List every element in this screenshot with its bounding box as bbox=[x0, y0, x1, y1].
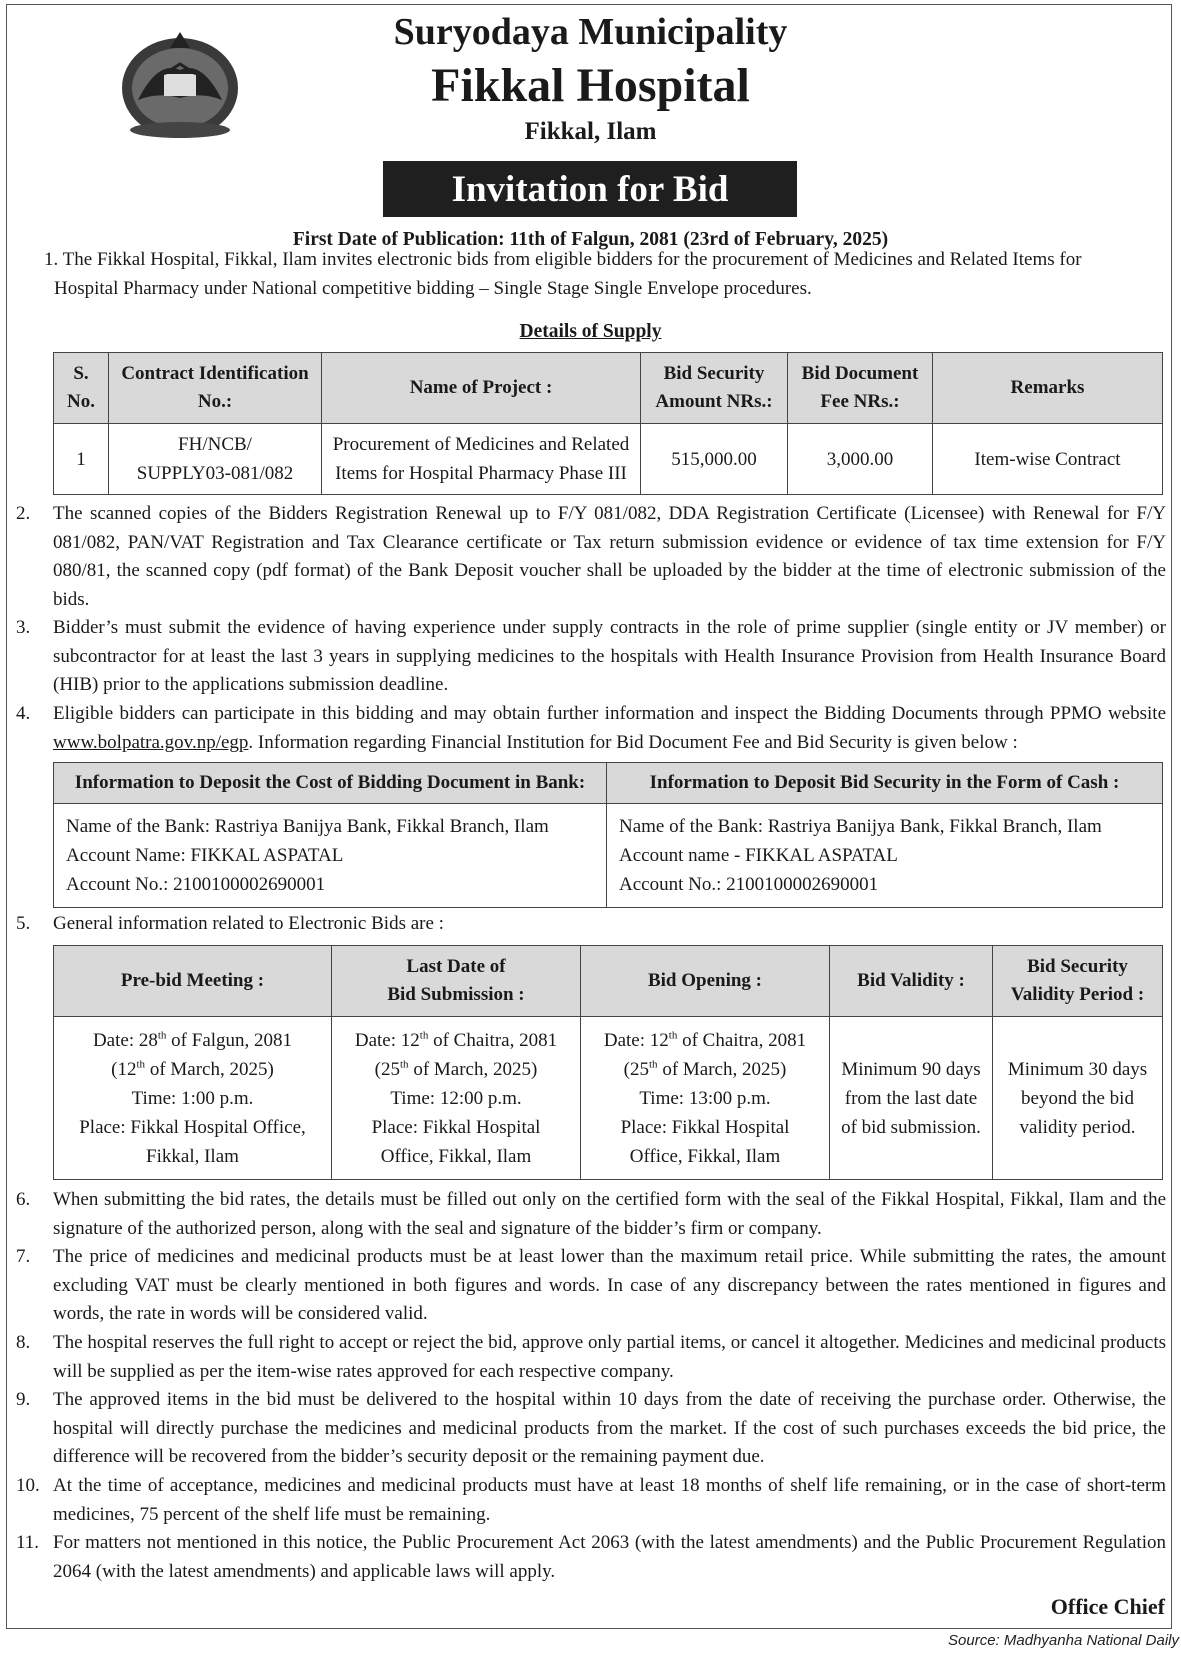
column-header bbox=[788, 353, 933, 424]
column-header bbox=[332, 946, 581, 1017]
column-header bbox=[54, 353, 109, 424]
paragraph-text: The Fikkal Hospital, Fikkal, Ilam invites electronic bids from eligible bidders for the procurement of Medicines and Related Items for bbox=[62, 249, 1082, 270]
cell-text: Items for Hospital Pharmacy Phase III bbox=[335, 463, 627, 484]
cell-text bbox=[336, 1026, 576, 1055]
hospital-location: Fikkal, Ilam bbox=[524, 118, 657, 145]
ordinal-suffix: th bbox=[668, 1029, 678, 1042]
table-row bbox=[54, 424, 1163, 495]
cell-text: of Falgun, 2081 bbox=[166, 1029, 293, 1051]
table-row bbox=[54, 1017, 1163, 1180]
cell-text: Time: 13:00 p.m. bbox=[639, 1087, 771, 1109]
cell-text: Account Name: FIKKAL ASPATAL bbox=[66, 845, 344, 866]
paragraph-number: 3. bbox=[16, 617, 31, 638]
column-header: Name of Project : bbox=[322, 353, 641, 424]
cell-text: Time: 1:00 p.m. bbox=[131, 1087, 254, 1109]
cell-text: Place: Fikkal Hospital Office, bbox=[79, 1116, 306, 1138]
cell-text bbox=[58, 1055, 327, 1084]
ordinal-suffix: th bbox=[157, 1029, 167, 1042]
cell-text: (25 bbox=[374, 1058, 400, 1080]
header-text: Bid Security bbox=[663, 363, 765, 384]
paragraph-4 bbox=[16, 700, 1166, 757]
cell-text: Time: 12:00 p.m. bbox=[390, 1087, 522, 1109]
cell-text: from the last date bbox=[844, 1087, 978, 1109]
paragraph-text: The price of medicines and medicinal products must be at least lower than the maximum retail price. While submitting the rates, the amount excluding VAT must be clearly mentioned in both figures and words. In case of any discrepancy between the rates mentioned in figures and words, the rate in words will be considered valid. bbox=[53, 1246, 1166, 1324]
cell-text: Account No.: 2100100002690001 bbox=[66, 874, 326, 895]
column-header: Information to Deposit the Cost of Bidding Document in Bank: bbox=[54, 763, 607, 804]
cell-text: Date: 12 bbox=[603, 1029, 669, 1051]
header-text: Bid Security bbox=[1027, 956, 1128, 977]
cell-text bbox=[585, 1055, 825, 1084]
column-header: Information to Deposit Bid Security in the Form of Cash : bbox=[607, 763, 1163, 804]
header-text: S. bbox=[73, 363, 89, 384]
column-header: Pre-bid Meeting : bbox=[54, 946, 332, 1017]
cell-text bbox=[336, 1055, 576, 1084]
table-cell: Item-wise Contract bbox=[933, 424, 1163, 495]
cell-text: FH/NCB/ bbox=[178, 434, 252, 455]
paragraph-text: At the time of acceptance, medicines and medicinal products must have at least 18 months of shelf life remaining, or in the case of short-term medicines, 75 percent of the shelf life must be remaining. bbox=[53, 1475, 1166, 1525]
cell-text: Account No.: 2100100002690001 bbox=[619, 874, 879, 895]
paragraph-text: General information related to Electronic Bids are : bbox=[53, 913, 444, 934]
cell-text: Name of the Bank: Rastriya Banijya Bank, Fikkal Branch, Ilam bbox=[66, 816, 549, 837]
table-header-row bbox=[54, 763, 1163, 804]
table-cell bbox=[993, 1017, 1163, 1180]
bid-schedule-table bbox=[53, 945, 1163, 1180]
column-header: Bid Opening : bbox=[581, 946, 830, 1017]
paragraph-number: 1. bbox=[44, 249, 59, 270]
cell-text: of bid submission. bbox=[841, 1116, 981, 1138]
paragraph-number: 9. bbox=[16, 1389, 31, 1410]
header-text: Bid Submission : bbox=[387, 984, 525, 1005]
cell-text: Minimum 30 days bbox=[1007, 1058, 1148, 1080]
paragraph-9 bbox=[16, 1386, 1166, 1472]
cell-text bbox=[585, 1026, 825, 1055]
column-header: Bid Validity : bbox=[830, 946, 993, 1017]
header-text: Amount NRs.: bbox=[655, 391, 773, 412]
table-cell: 3,000.00 bbox=[788, 424, 933, 495]
ppmo-website-link[interactable]: www.bolpatra.gov.np/egp bbox=[53, 731, 249, 753]
table-cell bbox=[54, 804, 607, 908]
column-header bbox=[109, 353, 322, 424]
cell-text: Name of the Bank: Rastriya Banijya Bank, Fikkal Branch, Ilam bbox=[619, 816, 1102, 837]
cell-text: SUPPLY03-081/082 bbox=[136, 463, 294, 484]
cell-text: Minimum 90 days bbox=[841, 1058, 981, 1080]
paragraph-2 bbox=[16, 500, 1166, 614]
paragraph-7 bbox=[16, 1243, 1166, 1329]
table-cell bbox=[607, 804, 1163, 908]
cell-text: validity period. bbox=[1019, 1116, 1136, 1138]
column-header: Remarks bbox=[933, 353, 1163, 424]
table-cell bbox=[830, 1017, 993, 1180]
paragraph-11 bbox=[16, 1529, 1166, 1586]
publication-date: First Date of Publication: 11th of Falgun, 2081 (23rd of February, 2025) bbox=[292, 229, 889, 250]
header-text: Bid Document bbox=[801, 363, 919, 384]
table-cell: 1 bbox=[54, 424, 109, 495]
cell-text: of March, 2025) bbox=[408, 1058, 538, 1080]
paragraph-number: 5. bbox=[16, 913, 31, 934]
paragraph-number: 8. bbox=[16, 1332, 31, 1353]
paragraph-text: Hospital Pharmacy under National competitive bidding – Single Stage Single Envelope procedures. bbox=[54, 277, 812, 299]
table-cell bbox=[54, 1017, 332, 1180]
ordinal-suffix: th bbox=[136, 1058, 146, 1071]
notice-title: Invitation for Bid bbox=[383, 161, 797, 217]
cell-text: beyond the bid bbox=[1021, 1087, 1134, 1109]
cell-text: Date: 12 bbox=[354, 1029, 420, 1051]
paragraph-6 bbox=[16, 1186, 1166, 1243]
header-text: Last Date of bbox=[406, 956, 506, 977]
cell-text: Procurement of Medicines and Related bbox=[332, 434, 630, 455]
column-header bbox=[641, 353, 788, 424]
cell-text: Date: 28 bbox=[92, 1029, 158, 1051]
cell-text: Fikkal, Ilam bbox=[146, 1145, 239, 1167]
ordinal-suffix: th bbox=[400, 1058, 409, 1071]
header-text: Validity Period : bbox=[1010, 984, 1145, 1005]
paragraph-number: 10. bbox=[16, 1475, 40, 1496]
cell-text: of Chaitra, 2081 bbox=[677, 1029, 807, 1051]
paragraph-8 bbox=[16, 1329, 1166, 1386]
signoff-office-chief: Office Chief bbox=[1050, 1594, 1165, 1619]
table-cell bbox=[332, 1017, 581, 1180]
table-cell bbox=[109, 424, 322, 495]
cell-text: Office, Fikkal, Ilam bbox=[629, 1145, 781, 1167]
header-text: Fee NRs.: bbox=[820, 391, 900, 412]
cell-text: of Chaitra, 2081 bbox=[428, 1029, 558, 1051]
cell-text: (25 bbox=[623, 1058, 649, 1080]
header-text: Contract Identification bbox=[121, 363, 309, 384]
details-of-supply-heading: Details of Supply bbox=[519, 321, 662, 342]
cell-text bbox=[58, 1026, 327, 1055]
table-cell bbox=[322, 424, 641, 495]
paragraph-1 bbox=[16, 246, 1166, 303]
paragraph-3 bbox=[16, 614, 1166, 700]
cell-text: Account name - FIKKAL ASPATAL bbox=[619, 845, 898, 866]
paragraph-text: The approved items in the bid must be delivered to the hospital within 10 days from the date of receiving the purchase order. Otherwise, the hospital will directly purchase the medicines and medicinal products from the market. If the cost of such purchases exceeds the bid price, the difference will be recovered from the bidder’s security deposit or the remaining payment due. bbox=[53, 1389, 1166, 1467]
paragraph-number: 11. bbox=[16, 1532, 40, 1553]
hospital-name: Fikkal Hospital bbox=[431, 59, 750, 112]
source-credit: Source: Madhyanha National Daily bbox=[948, 1632, 1179, 1649]
paragraph-text: The scanned copies of the Bidders Registration Renewal up to F/Y 081/082, DDA Registration Certificate (Licensee) with Renewal for F/Y 081/082, PAN/VAT Registration and Tax Clearance certificate or Tax return submission evidence or evidence of tax time extension for F/Y 080/81, the scanned copy (pdf format) of the Bank Deposit voucher shall be uploaded by the bidder at the time of electronic submission of the bids. bbox=[53, 503, 1166, 610]
municipality-name: Suryodaya Municipality bbox=[393, 11, 788, 53]
paragraph-number: 7. bbox=[16, 1246, 31, 1267]
paragraph-text: Eligible bidders can participate in this bidding and may obtain further information and inspect the Bidding Documents through PPMO website bbox=[53, 703, 1166, 724]
paragraph-text: When submitting the bid rates, the details must be filled out only on the certified form with the seal of the Fikkal Hospital, Fikkal, Ilam and the signature of the authorized person, along with the seal and signature of the bidder’s firm or company. bbox=[53, 1189, 1166, 1239]
cell-text: (12 bbox=[111, 1058, 137, 1080]
table-row bbox=[54, 804, 1163, 908]
paragraph-text: . Information regarding Financial Institution for Bid Document Fee and Bid Security is given below : bbox=[248, 731, 1018, 753]
paragraph-number: 2. bbox=[16, 503, 31, 524]
paragraph-10 bbox=[16, 1472, 1166, 1529]
table-cell bbox=[581, 1017, 830, 1180]
column-header bbox=[993, 946, 1163, 1017]
table-header-row bbox=[54, 353, 1163, 424]
table-cell: 515,000.00 bbox=[641, 424, 788, 495]
cell-text: Place: Fikkal Hospital bbox=[620, 1116, 790, 1138]
paragraph-5 bbox=[16, 910, 1166, 939]
ordinal-suffix: th bbox=[649, 1058, 658, 1071]
table-header-row bbox=[54, 946, 1163, 1017]
header-text: No. bbox=[67, 391, 95, 412]
ordinal-suffix: th bbox=[419, 1029, 429, 1042]
cell-text: Office, Fikkal, Ilam bbox=[380, 1145, 532, 1167]
paragraph-text: Bidder’s must submit the evidence of having experience under supply contracts in the role of prime supplier (single entity or JV member) or subcontractor for at least the last 3 years in supplying medicines to the hospitals with Health Insurance Provision from Health Insurance Board (HIB) prior to the applications submission deadline. bbox=[53, 617, 1166, 695]
paragraph-number: 4. bbox=[16, 703, 31, 724]
cell-text: Place: Fikkal Hospital bbox=[371, 1116, 541, 1138]
paragraph-text: The hospital reserves the full right to accept or reject the bid, approve only partial items, or cancel it altogether. Medicines and medicinal products will be supplied as per the item-wise rates approved for each respective company. bbox=[53, 1332, 1166, 1382]
supply-details-table bbox=[53, 352, 1163, 495]
header-text: No.: bbox=[197, 391, 233, 412]
paragraph-number: 6. bbox=[16, 1189, 31, 1210]
cell-text: of March, 2025) bbox=[145, 1058, 274, 1080]
bank-information-table bbox=[53, 762, 1163, 908]
cell-text: of March, 2025) bbox=[657, 1058, 787, 1080]
paragraph-text: For matters not mentioned in this notice, the Public Procurement Act 2063 (with the latest amendments) and the Public Procurement Regulation 2064 (with the latest amendments) and applicable laws will apply. bbox=[53, 1532, 1166, 1582]
